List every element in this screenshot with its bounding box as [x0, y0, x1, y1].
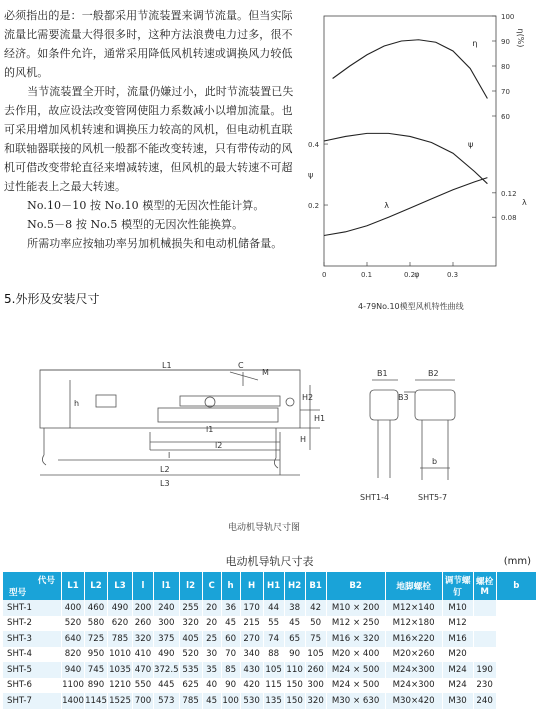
column-header: 螺栓M: [473, 572, 496, 600]
table-cell: 88: [263, 647, 284, 663]
eta-tick-label: 60: [501, 113, 510, 121]
table-cell: 105: [263, 662, 284, 678]
table-body: [3, 600, 537, 709]
model-left-label: SHT1-4: [360, 493, 390, 502]
table-cell: SHT-1: [3, 600, 62, 616]
table-cell: 90: [284, 647, 305, 663]
table-cell: SHT-2: [3, 616, 62, 632]
table-cell: 410: [133, 647, 154, 663]
table-row: [3, 616, 537, 632]
table-cell: 520: [179, 647, 202, 663]
table-cell: 150: [284, 693, 305, 709]
corner-code: 代号: [37, 576, 55, 586]
table-cell: 320: [133, 631, 154, 647]
table-row: [3, 600, 537, 616]
table-cell: SHT-7: [3, 693, 62, 709]
para-1: 必须指出的是：一般都采用节流装置来调节流量。但当实际流量比需要流量大得很多时，这种方法浪费电力过多，很不经济。如条件允许，通常采用降低风机转速或调换风力较低的风机。: [4, 9, 293, 79]
eta-tick-label: 100: [501, 13, 515, 21]
table-cell: 550: [133, 678, 154, 694]
dim-H2: H2: [302, 393, 314, 402]
eta-tick-label: 70: [501, 88, 510, 96]
table-cell: M12×180: [385, 616, 442, 632]
table-cell: 65: [284, 631, 305, 647]
column-header: L1: [62, 572, 85, 600]
table-cell: 20: [202, 616, 221, 632]
table-cell: 45: [284, 616, 305, 632]
table-cell: 170: [240, 600, 263, 616]
table-cell: 200: [133, 600, 154, 616]
psi-axis-label: ψ: [308, 170, 314, 180]
table-cell: 260: [133, 616, 154, 632]
column-header: l2: [179, 572, 202, 600]
body-text: [4, 6, 302, 253]
table-cell: 530: [240, 693, 263, 709]
table-cell: 55: [263, 616, 284, 632]
chart-caption: 4-79No.10模型风机特性曲线: [358, 302, 464, 311]
table-cell: M24: [442, 678, 473, 694]
table-cell: 20: [202, 600, 221, 616]
rail-dimension-drawing: [0, 350, 539, 510]
table-cell: 135: [263, 693, 284, 709]
column-header: L3: [108, 572, 133, 600]
table-cell: 255: [179, 600, 202, 616]
table-cell: 573: [154, 693, 180, 709]
psi-series-label: ψ: [468, 140, 474, 150]
eta-series-label: η: [472, 39, 478, 48]
table-cell: 372.5: [154, 662, 180, 678]
lambda-series-label: λ: [384, 201, 389, 211]
para-5: 所需功率应按轴功率另加机械损失和电动机储备量。: [27, 237, 283, 250]
adjust-knob: [205, 397, 215, 407]
table-cell: 105: [305, 647, 326, 663]
table-cell: 580: [85, 616, 108, 632]
table-cell: M10 × 200: [326, 600, 385, 616]
eta-curve: [333, 40, 488, 99]
eta-axis-label: η(%): [516, 28, 525, 48]
x-tick-label: 0.1: [361, 271, 373, 279]
table-cell: 1100: [62, 678, 85, 694]
table-cell: SHT-3: [3, 631, 62, 647]
table-cell: 44: [263, 600, 284, 616]
lambda-tick-label: 0.08: [501, 214, 517, 223]
column-header: H: [240, 572, 263, 600]
table-cell: 110: [284, 662, 305, 678]
table-cell: 785: [179, 693, 202, 709]
table-cell: M12: [442, 616, 473, 632]
table-title: 电动机导轨尺寸表: [225, 555, 314, 568]
table-cell: 260: [305, 662, 326, 678]
model-right-label: SHT5-7: [418, 493, 448, 502]
table-cell: 320: [305, 693, 326, 709]
screw-bar: [180, 396, 280, 406]
table-cell: 42: [305, 600, 326, 616]
column-header: l1: [154, 572, 180, 600]
table-cell: 1400: [62, 693, 85, 709]
dim-l2: l2: [215, 441, 223, 450]
table-row: [3, 693, 537, 709]
left-block: [96, 395, 116, 407]
column-header: l: [133, 572, 154, 600]
lambda-curve: [324, 178, 487, 236]
eta-tick-label: 80: [501, 63, 510, 71]
table-cell: 230: [473, 678, 496, 694]
table-cell: 470: [133, 662, 154, 678]
dim-B2: B2: [428, 369, 439, 378]
dim-B3: B3: [398, 393, 409, 402]
table-cell: 725: [85, 631, 108, 647]
dim-h: h: [74, 399, 80, 408]
column-header: h: [221, 572, 240, 600]
table-cell: 430: [240, 662, 263, 678]
table-cell: M12 × 250: [326, 616, 385, 632]
x-tick-label: 0.3: [447, 271, 459, 279]
table-cell: 115: [263, 678, 284, 694]
dim-L1: L1: [162, 361, 172, 370]
table-cell: 620: [108, 616, 133, 632]
table-cell: 45: [221, 616, 240, 632]
table-cell: [473, 616, 496, 632]
table-cell: 490: [108, 600, 133, 616]
table-cell: M16 × 320: [326, 631, 385, 647]
section-title: 5.外形及安装尺寸: [4, 292, 100, 306]
eta-tick-label: 90: [501, 38, 510, 46]
table-cell: M20 × 400: [326, 647, 385, 663]
table-row: [3, 662, 537, 678]
table-cell: M24×300: [385, 678, 442, 694]
table-cell: M20×260: [385, 647, 442, 663]
table-cell: 700: [133, 693, 154, 709]
table-cell: 38: [284, 600, 305, 616]
table-cell: M24 × 500: [326, 662, 385, 678]
psi-tick-label: 0.2: [308, 202, 320, 211]
slider: [158, 408, 278, 422]
column-header: H1: [263, 572, 284, 600]
table-cell: [473, 647, 496, 663]
psi-curve: [324, 133, 487, 183]
table-cell: 625: [179, 678, 202, 694]
fan-characteristic-chart: [306, 8, 539, 280]
psi-tick-label: 0.4: [308, 141, 320, 150]
table-cell: 150: [284, 678, 305, 694]
table-cell: 405: [179, 631, 202, 647]
table-cell: 300: [154, 616, 180, 632]
dim-C: C: [238, 361, 244, 370]
table-cell: 75: [305, 631, 326, 647]
table-cell: 45: [202, 693, 221, 709]
table-row: [3, 647, 537, 663]
column-header: H2: [284, 572, 305, 600]
table-cell: 60: [221, 631, 240, 647]
table-cell: M30 × 630: [326, 693, 385, 709]
table-cell: 215: [240, 616, 263, 632]
dim-M: M: [262, 368, 269, 377]
dim-H1: H1: [314, 414, 326, 423]
table-cell: 1145: [85, 693, 108, 709]
dim-b: b: [432, 457, 438, 466]
table-cell: 520: [62, 616, 85, 632]
table-cell: 950: [85, 647, 108, 663]
corner-model: 型号: [9, 588, 27, 598]
x-axis-label: φ: [414, 270, 420, 279]
x-tick-label: 0.2: [404, 271, 416, 279]
table-cell: 890: [85, 678, 108, 694]
table-cell: 1525: [108, 693, 133, 709]
table-cell: 40: [202, 678, 221, 694]
table-cell: 535: [179, 662, 202, 678]
table-cell: 785: [108, 631, 133, 647]
dim-B1: B1: [377, 369, 388, 378]
table-cell: 240: [154, 600, 180, 616]
para-4: No.5－8 按 No.5 模型的无因次性能换算。: [27, 218, 244, 231]
table-cell: 640: [62, 631, 85, 647]
dim-L2: L2: [160, 465, 170, 474]
table-cell: 85: [221, 662, 240, 678]
table-cell: 1010: [108, 647, 133, 663]
table-cell: 445: [154, 678, 180, 694]
para-3: No.10－10 按 No.10 模型的无因次性能计算。: [27, 199, 265, 212]
column-header: 调节螺钉: [442, 572, 473, 600]
table-cell: 320: [179, 616, 202, 632]
table-cell: [473, 600, 496, 616]
table-cell: M30×420: [385, 693, 442, 709]
table-cell: 190: [473, 662, 496, 678]
table-cell: 1035: [108, 662, 133, 678]
table-cell: 74: [263, 631, 284, 647]
table-row: [3, 631, 537, 647]
table-header-row: [3, 572, 537, 600]
table-cell: 300: [305, 678, 326, 694]
table-cell: 270: [240, 631, 263, 647]
column-header: 地脚螺栓: [385, 572, 442, 600]
table-cell: 820: [62, 647, 85, 663]
table-cell: M30: [442, 693, 473, 709]
para-2: 当节流装置全开时，流量仍嫌过小，此时节流装置已失去作用，故应设法改变管网使阻力系数减小以增加流量。也可采用增加风机转速和调换压力较高的风机，但电动机直联和联轴器联接的风机一般都不能改变转速，只有带传动的风机可借改变带轮直径来增减转速，但风机的最大转速不可超过性能表上之最大转速。: [4, 85, 294, 193]
table-cell: [473, 631, 496, 647]
table-cell: 940: [62, 662, 85, 678]
table-cell: 36: [221, 600, 240, 616]
table-unit: (mm): [503, 556, 531, 567]
column-header: B1: [305, 572, 326, 600]
table-cell: 375: [154, 631, 180, 647]
table-cell: M24×300: [385, 662, 442, 678]
table-cell: SHT-4: [3, 647, 62, 663]
table-cell: M20: [442, 647, 473, 663]
table-cell: M10: [442, 600, 473, 616]
table-cell: M24: [442, 662, 473, 678]
column-header: L2: [85, 572, 108, 600]
dim-H: H: [300, 435, 307, 444]
dim-l1: l1: [206, 425, 214, 434]
table-cell: 745: [85, 662, 108, 678]
table-cell: M16×220: [385, 631, 442, 647]
column-header: b: [496, 572, 536, 600]
x-tick-label: 0: [322, 271, 327, 279]
column-header: C: [202, 572, 221, 600]
table-cell: 50: [305, 616, 326, 632]
table-cell: 70: [221, 647, 240, 663]
rail-dimension-table: [3, 572, 537, 709]
lambda-axis-label: λ: [522, 198, 527, 208]
table-cell: 400: [62, 600, 85, 616]
dim-l: l: [168, 451, 171, 460]
table-cell: M24 × 500: [326, 678, 385, 694]
table-cell: 240: [473, 693, 496, 709]
dim-L3: L3: [160, 479, 170, 488]
table-cell: 100: [221, 693, 240, 709]
column-header: B2: [326, 572, 385, 600]
table-cell: 340: [240, 647, 263, 663]
table-cell: M12×140: [385, 600, 442, 616]
table-cell: 490: [154, 647, 180, 663]
table-cell: SHT-6: [3, 678, 62, 694]
table-row: [3, 678, 537, 694]
table-corner-header: [3, 572, 62, 600]
table-cell: 1210: [108, 678, 133, 694]
table-cell: SHT-5: [3, 662, 62, 678]
table-cell: 90: [221, 678, 240, 694]
table-cell: 25: [202, 631, 221, 647]
table-cell: 420: [240, 678, 263, 694]
table-cell: M16: [442, 631, 473, 647]
table-cell: 460: [85, 600, 108, 616]
drawing-caption: 电动机导轨尺寸图: [228, 523, 301, 533]
table-cell: 35: [202, 662, 221, 678]
lambda-tick-label: 0.12: [501, 189, 517, 198]
table-cell: 30: [202, 647, 221, 663]
